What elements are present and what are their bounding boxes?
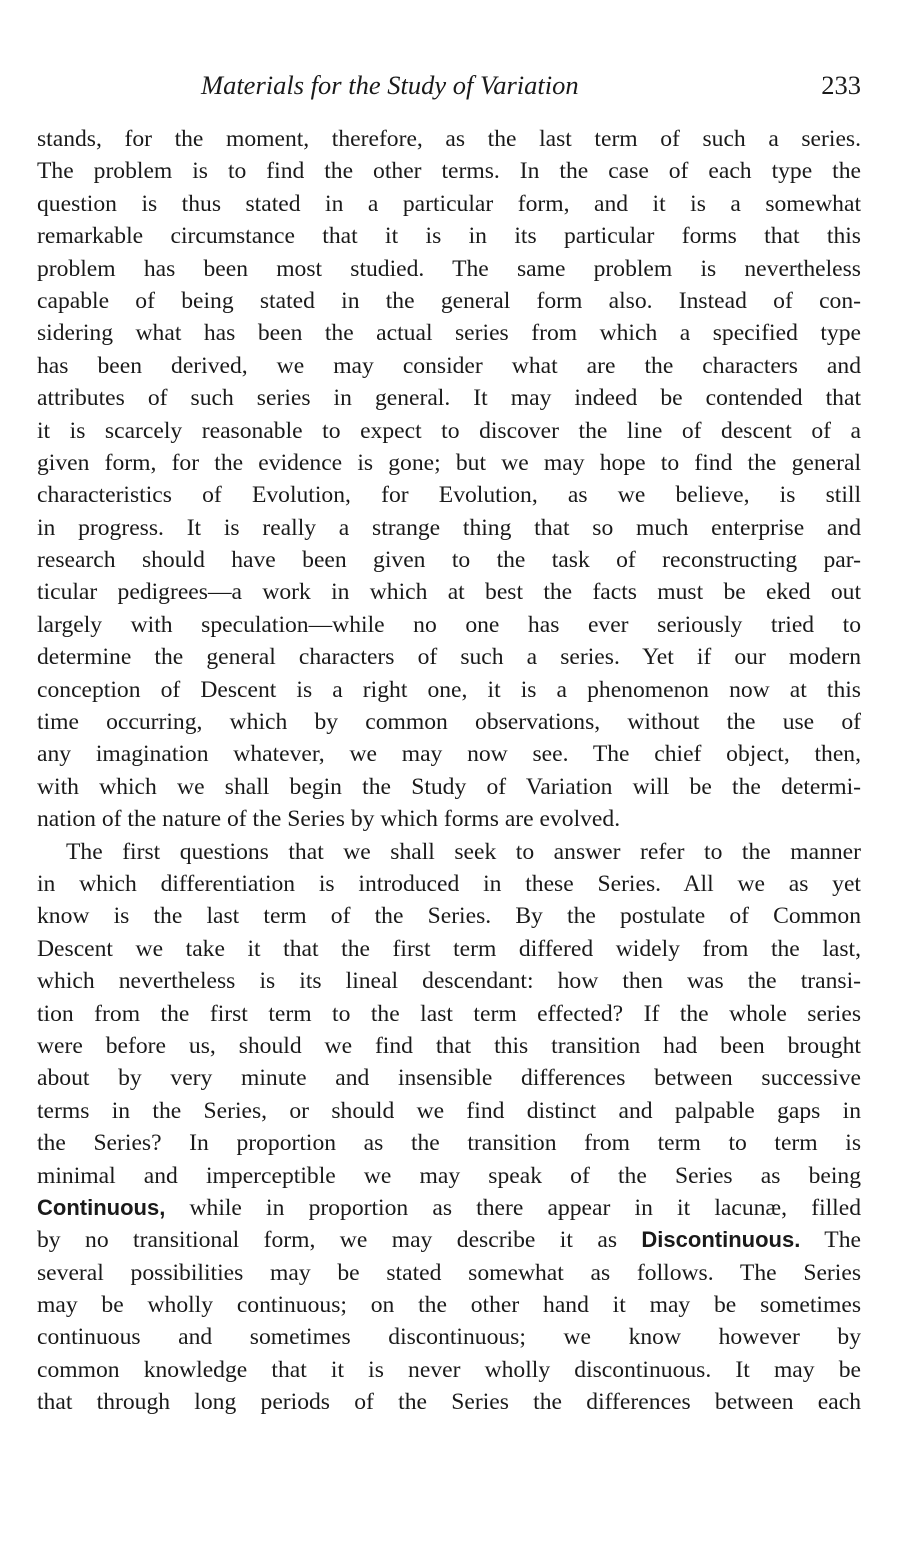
text-line: nation of the nature of the Series by which forms are evolved. (37, 806, 621, 833)
running-title: Materials for the Study of Variation (201, 70, 579, 100)
text-line: characteristics of Evolution, for Evolution, as we believe, is still (37, 482, 861, 509)
text-line: The problem is to find the other terms. In the case of each type the (37, 158, 861, 185)
text-line: were before us, should we find that this transition had been brought (37, 1032, 861, 1059)
paragraph-2 (37, 836, 861, 1419)
text-line: problem has been most studied. The same problem is nevertheless (37, 255, 861, 282)
term-discontinuous: Discontinuous. (641, 1227, 801, 1253)
text-line: common knowledge that it is never wholly discontinuous. It may be (37, 1356, 861, 1383)
text-line: has been derived, we may consider what are the characters and (37, 352, 861, 379)
text-line: in progress. It is really a strange thing that so much enterprise and (37, 514, 861, 541)
text-line: The first questions that we shall seek to answer refer to the manner (66, 838, 861, 865)
text-line: capable of being stated in the general form also. Instead of con- (37, 287, 861, 314)
text-line: ticular pedigrees—a work in which at best the facts must be eked out (37, 579, 861, 606)
text-line: the Series? In proportion as the transition from term to term is (37, 1130, 861, 1157)
running-head (37, 64, 861, 106)
text-line: question is thus stated in a particular form, and it is a somewhat (37, 190, 861, 217)
text-line: research should have been given to the task of reconstructing par- (37, 547, 861, 574)
text-line: several possibilities may be stated somewhat as follows. The Series (37, 1259, 861, 1286)
text-line: any imagination whatever, we may now see. The chief object, then, (37, 741, 861, 768)
text-line: remarkable circumstance that it is in its particular forms that this (37, 223, 861, 250)
text-line: conception of Descent is a right one, it is a phenomenon now at this (37, 676, 861, 703)
text-line: time occurring, which by common observations, without the use of (37, 709, 861, 736)
text-line: Descent we take it that the first term differed widely from the last, (37, 935, 861, 962)
text-line: largely with speculation—while no one has ever seriously tried to (37, 611, 861, 638)
text-line: which nevertheless is its lineal descendant: how then was the transi- (37, 968, 861, 995)
term-continuous: Continuous, (37, 1194, 166, 1220)
text-line: in which differentiation is introduced in these Series. All we as yet (37, 870, 861, 897)
text-line: tion from the first term to the last term effected? If the whole series (37, 1000, 861, 1027)
text-line: sidering what has been the actual series from which a specified type (37, 320, 861, 347)
text-line: continuous and sometimes discontinuous; we know however by (37, 1324, 861, 1351)
text-line: with which we shall begin the Study of Variation will be the determi- (37, 773, 861, 800)
text-line: minimal and imperceptible we may speak of the Series as being (37, 1162, 861, 1189)
text-line: terms in the Series, or should we find distinct and palpable gaps in (37, 1097, 861, 1124)
text-line: stands, for the moment, therefore, as the last term of such a series. (37, 126, 861, 152)
text-line: it is scarcely reasonable to expect to discover the line of descent of a (37, 417, 861, 444)
text-line: attributes of such series in general. It may indeed be contended that (37, 385, 861, 412)
text-line: given form, for the evidence is gone; but we may hope to find the general (37, 449, 861, 476)
text-line-with-term (37, 1192, 861, 1224)
page-number: 233 (821, 70, 861, 100)
text-line: that through long periods of the Series the differences between each (37, 1389, 861, 1416)
text-run: by no transitional form, we may describe it as (37, 1227, 642, 1254)
text-line: know is the last term of the Series. By the postulate of Common (37, 903, 861, 930)
text-line-with-term (37, 1224, 861, 1256)
paragraph-1 (37, 123, 861, 836)
text-run: The (800, 1227, 861, 1254)
book-page (37, 0, 861, 1544)
text-line: about by very minute and insensible differences between successive (37, 1065, 861, 1092)
body-text (37, 123, 861, 1419)
text-line: may be wholly continuous; on the other hand it may be sometimes (37, 1292, 861, 1319)
text-line: determine the general characters of such a series. Yet if our modern (37, 644, 861, 671)
text-run: while in proportion as there appear in it lacunæ, filled (165, 1194, 861, 1221)
